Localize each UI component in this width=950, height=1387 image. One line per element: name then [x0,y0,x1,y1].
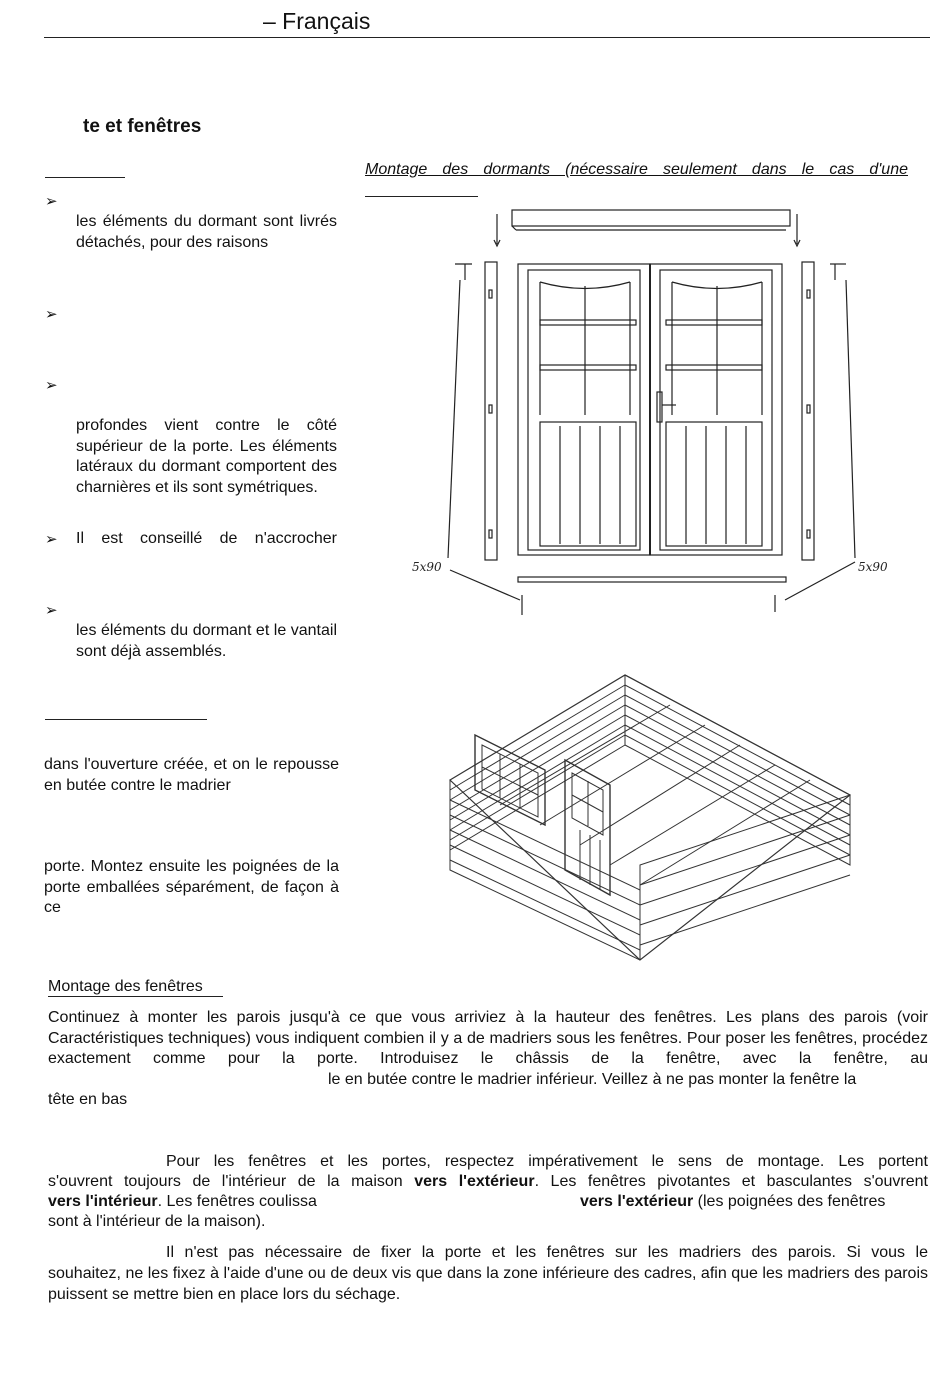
bullet-arrow-icon: ➢ [45,306,58,323]
windows-heading: Montage des fenêtres [48,978,203,995]
bullet6-text: les éléments du dormant et le vantail sont déjà assemblés. [76,622,337,660]
paragraph-b: porte. Montez ensuite les poignées de la porte emballées séparément, de façon à ce [44,858,339,916]
right-jamb [802,262,814,560]
figure-caption-underline [365,196,478,197]
windows-heading-underline [48,996,223,997]
windows-paragraph-1: Continuez à monter les parois jusqu'à ce que vous arriviez à la hauteur des fenêtres. Les plans des parois (voir Caractéristiques techniques) vous indiquent combien il y a de madriers sous les fenêtres. Pour poser les fenêtres, procédez exactement comme pour la porte. Introduisez le châssis de la fenêtre, avec la fenêtre, au [48,1009,928,1067]
header-rule [44,37,930,38]
windows-paragraph-2-line1: Pour les fenêtres et les portes, respectez impérativement le sens de montage. Les portent [166,1153,928,1170]
windows-paragraph-2-line4: sont à l'intérieur de la maison). [48,1213,266,1230]
left-jamb [485,262,497,560]
threshold-piece [518,577,786,582]
lintel-piece [512,210,790,226]
bullet-arrow-icon: ➢ [45,602,58,619]
header-language: – Français [263,8,371,34]
screw-label-right: 5x90 [858,560,888,574]
bullet-arrow-icon: ➢ [45,531,58,548]
paragraph-a: dans l'ouverture créée, et on le repousse en butée contre le madrier [44,756,339,794]
subheading-underline-1 [45,177,125,178]
windows-paragraph-3-line1: Il n'est pas nécessaire de fixer la porte et les fenêtres sur les madriers des parois. Si vous le [166,1244,928,1261]
bullet5-text: Il est conseillé de n'accrocher [76,530,337,547]
bullet-arrow-icon: ➢ [45,193,58,210]
bullet4-text: profondes vient contre le côté supérieur de la porte. Les éléments latéraux du dormant comportent des charnières et ils sont symétriques. [76,417,337,496]
window-frame [475,735,545,825]
windows-paragraph-1-line5: tête en bas [48,1091,128,1108]
windows-paragraph-2-line2: s'ouvrent toujours de l'intérieur de la maison vers l'extérieur. Les fenêtres pivotantes et basculantes s'ouvrent [48,1173,929,1190]
section-title: te et fenêtres [83,116,202,137]
windows-paragraph-2-line3-right: vers l'extérieur (les poignées des fenêtres [580,1193,886,1210]
door-frame-diagram [400,200,900,630]
windows-paragraph-3-rest: souhaitez, ne les fixez à l'aide d'une ou de deux vis que dans la zone inférieure des cadres, afin que les madriers des parois puissent se mettre bien en place lors du séchage. [48,1265,928,1303]
bullet1-text: les éléments du dormant sont livrés détachés, pour des raisons [76,213,337,251]
windows-paragraph-2-line3: vers l'intérieur. Les fenêtres coulissa [48,1193,317,1210]
bullet-arrow-icon: ➢ [45,377,58,394]
subheading-underline-2 [45,719,207,720]
windows-paragraph-1-line4: le en butée contre le madrier inférieur. Veillez à ne pas monter la fenêtre la [328,1071,857,1088]
screw-label-left: 5x90 [412,560,442,574]
figure-caption: Montage des dormants (nécessaire seulement dans le cas d'une [365,161,908,178]
cabin-assembly-diagram [440,665,870,970]
